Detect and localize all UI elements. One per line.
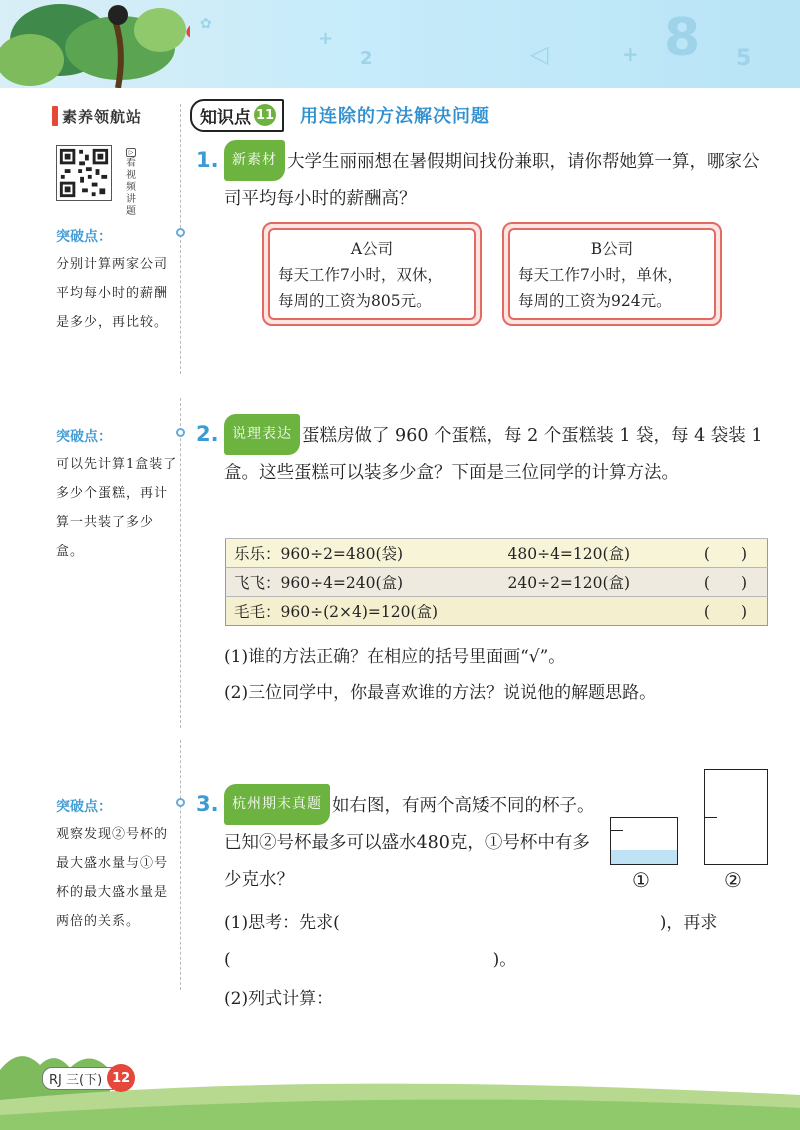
company-a-line1: 每天工作7小时，双休， <box>278 266 443 284</box>
divider-dot-icon-3 <box>176 798 185 807</box>
method-lele-step1: 乐乐：960÷2=480(袋) <box>226 539 508 568</box>
company-b-title: B公司 <box>590 240 634 258</box>
knowledge-point-header <box>190 100 490 130</box>
q2-text: 说理表达 蛋糕房做了 960 个蛋糕，每 2 个蛋糕装 1 袋，每 4 袋装 1 盒。这些蛋糕可以装多少盒？下面是三位同学的计算方法。 <box>224 414 774 492</box>
q1-text: 新素材 大学生丽丽想在暑假期间找份兼职，请你帮她算一算，哪家公司平均每小时的薪酬高？ <box>224 140 774 218</box>
method-lele-blank[interactable]: ( ) <box>678 539 768 568</box>
deco-digit-icon: 2 <box>360 48 373 69</box>
table-row <box>226 597 768 626</box>
tip3-text: 观察发现②号杯的最大盛水量与①号杯的最大盛水量是两倍的关系。 <box>56 827 169 929</box>
cup-1-water <box>611 850 677 864</box>
tip2-text: 可以先计算1盒装了多少个蛋糕，再计算一共装了多少盒。 <box>56 457 178 559</box>
method-maomao-step2 <box>508 597 678 626</box>
deco-five-icon: 5 <box>736 46 752 71</box>
knowledge-point-title: 用连除的方法解决问题 <box>300 106 490 127</box>
top-banner <box>0 0 800 88</box>
company-a-card <box>262 222 482 326</box>
q3-sub1-line1: (1)思考：先求( )，再求 <box>224 913 718 933</box>
company-a-title: A公司 <box>350 240 394 258</box>
deco-plus-icon-2: + <box>622 42 639 66</box>
q3-sub2: (2)列式计算： <box>224 989 334 1009</box>
tip1-text: 分别计算两家公司平均每小时的薪酬是多少，再比较。 <box>56 257 169 330</box>
q3-sub1-line2: ( )。 <box>224 950 517 970</box>
divider-dot-icon <box>176 228 185 237</box>
qr-label: ▷ 看 视 频 讲 题 <box>126 149 136 217</box>
company-b-line1: 每天工作7小时，单休， <box>518 266 683 284</box>
cup-2 <box>704 769 768 865</box>
edition-label: RJ 三(下) <box>42 1067 113 1090</box>
flag-icon <box>52 106 58 126</box>
methods-table <box>225 538 768 626</box>
knowledge-point-badge: 知识点 11 <box>190 99 284 132</box>
divider-line-3 <box>180 740 181 990</box>
method-maomao-blank[interactable]: ( ) <box>678 597 768 626</box>
q2-number: 2. <box>196 422 219 446</box>
tip3-heading: 突破点： <box>56 799 112 815</box>
page-number: 12 <box>107 1064 135 1092</box>
company-b-line2: 每周的工资为924元。 <box>518 292 672 310</box>
qr-code-icon[interactable] <box>56 145 112 201</box>
method-feifei-step2: 240÷2=120(盒) <box>508 568 678 597</box>
q2-tag: 说理表达 <box>224 414 300 455</box>
deco-triangle-icon: ◁ <box>530 40 549 68</box>
q1-tag: 新素材 <box>224 140 285 181</box>
method-lele-step2: 480÷4=120(盒) <box>508 539 678 568</box>
method-feifei-step1: 飞飞：960÷4=240(盒) <box>226 568 508 597</box>
q3-text: 杭州期末真题 如右图，有两个高矮不同的杯子。已知②号杯最多可以盛水480克，①号杯中有多少克水？ <box>224 784 604 899</box>
q3-number: 3. <box>196 792 219 816</box>
table-row <box>226 568 768 597</box>
company-b-card <box>502 222 722 326</box>
q2-sub2: (2)三位同学中，你最喜欢谁的方法？说说他的解题思路。 <box>224 683 657 703</box>
sidebar-header <box>52 104 182 128</box>
page-badge <box>42 1064 135 1092</box>
table-row <box>226 539 768 568</box>
method-feifei-blank[interactable]: ( ) <box>678 568 768 597</box>
divider-line-1 <box>180 104 181 374</box>
cup-1 <box>610 817 678 865</box>
knowledge-point-number: 11 <box>254 104 276 126</box>
play-icon: ▷ <box>126 148 136 157</box>
deco-eight-icon: 8 <box>664 8 701 68</box>
tip1-heading: 突破点： <box>56 229 112 245</box>
divider-dot-icon-2 <box>176 428 185 437</box>
q3-tag: 杭州期末真题 <box>224 784 330 825</box>
cup-2-label: ② <box>724 868 742 892</box>
cup-1-label: ① <box>632 868 650 892</box>
company-a-line2: 每周的工资为805元。 <box>278 292 432 310</box>
leaves-illustration <box>0 0 190 88</box>
method-maomao-step1: 毛毛：960÷(2×4)=120(盒) <box>226 597 508 626</box>
q1-number: 1. <box>196 148 219 172</box>
sidebar-title: 素养领航站 <box>62 107 143 126</box>
divider-line-2 <box>180 398 181 728</box>
q2-sub1: (1)谁的方法正确？在相应的括号里面画“√”。 <box>224 647 566 667</box>
deco-butterfly-icon: ✿ <box>200 16 212 32</box>
deco-plus-icon: + <box>318 28 334 49</box>
tip2-heading: 突破点： <box>56 429 112 445</box>
